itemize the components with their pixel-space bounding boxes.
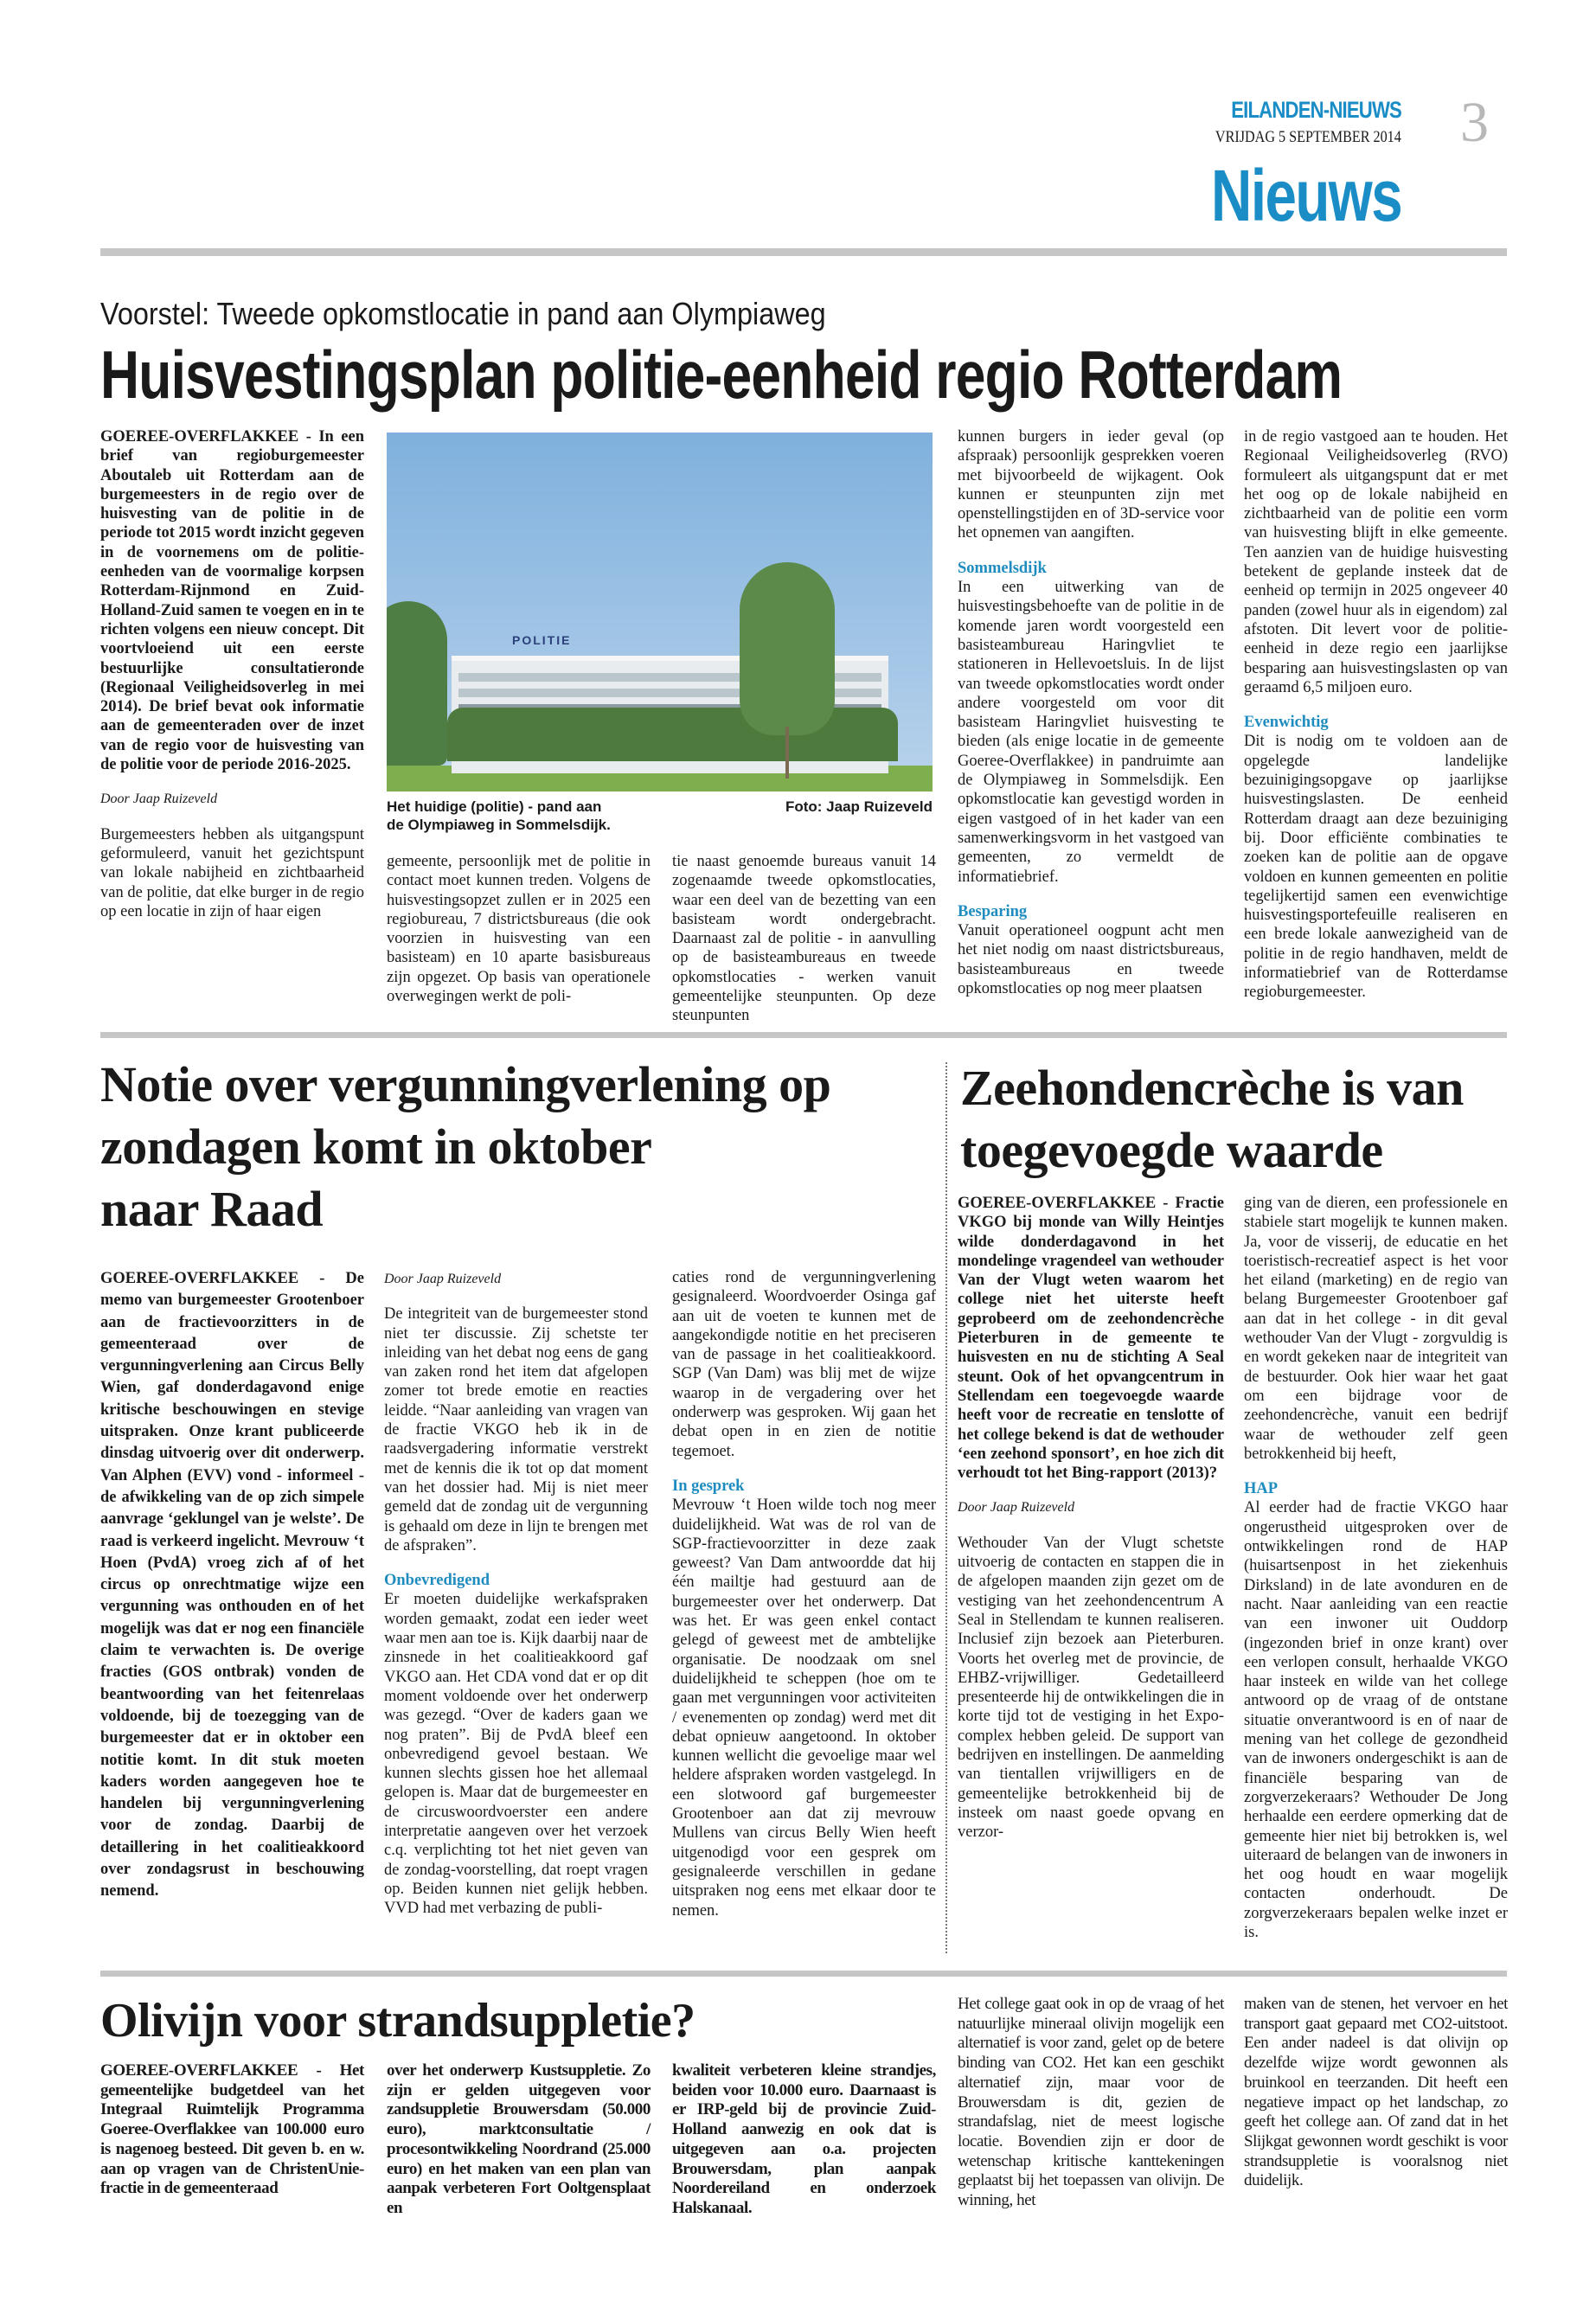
tree-left (387, 601, 447, 766)
article-headline (100, 1054, 931, 1240)
article-column (100, 2061, 364, 2199)
article-column (387, 2061, 651, 2219)
article-column (672, 852, 936, 1026)
column-divider-dotted (945, 1062, 947, 1953)
subheading: Onbevredigend (384, 1572, 490, 1590)
subheading: Sommelsdijk (958, 559, 1047, 577)
body-paragraph: Al eerder had de fractie VKGO haar ongerustheid uitgesproken over de ontwikkelingen rond de HAP (huisartsenpost in het ziekenhuis Dirksland) in de late avonduren en de nacht. Naar aanleiding van een reactie van een inwoner uit Ouddorp (ingezonden brief in onze krant) over een verlopen consult, herhaalde VKGO haar insteek en wilde van het college antwoord op de vraag of de ontstane situatie onverantwoord is en of naar de mening van het college de gezondheid van de inwoners ondergeschikt is aan de financiële besparing van de zorgverzekeraars? Wethouder De Jong herhaalde een eerdere opmerking dat de gemeente hier niet bij betrokken is, wel uiteraard de belangen van de inwoners in het oog houdt en waar mogelijk contacten onderhoudt. De zorgverzekeraars bepalen welke inzet er is. (1244, 1499, 1508, 1941)
headline-line: toegevoegde waarde (960, 1122, 1383, 1178)
building-sign: POLITIE (512, 633, 572, 647)
article-headline: Huisvestingsplan politie-eenheid regio Rotterdam (100, 336, 1343, 413)
article-column (387, 852, 651, 1006)
article-divider (100, 1032, 1507, 1038)
subheading: Evenwichtig (1244, 714, 1329, 732)
article-column (384, 1254, 648, 1919)
headline-line: zondagen komt in oktober (100, 1118, 652, 1175)
lead-paragraph: over het onderwerp Kustsuppletie. Zo zijn er gelden uitgegeven voor zandsuppletie Brouwersdam (50.000 euro), marktconsultatie / procesontwikkeling Noordrand (25.000 euro) en het maken van een plan van aanpak verbeteren Fort Ooltgensplaat en (387, 2061, 651, 2217)
article-kicker: Voorstel: Tweede opkomstlocatie in pand aan Olympiaweg (100, 296, 826, 331)
body-paragraph: Mevrouw ‘t Hoen wilde toch nog meer duidelijkheid. Wat was de rol van de SGP-fractievoorzitter in deze zaak geweest? Van Dam antwoordde dat hij één mailtje had gestuurd aan de burgemeester over het onderwerp. Dat was het. Er was geen enkel contact gelegd of geweest met de ambtelijke organisatie. De noodzaak om snel duidelijkheid te scheppen (hoe om te gaan met vergunningen voor activiteiten / evenementen op zondag) werd met dit debat opnieuw aangetoond. In oktober kunnen wellicht die gevoelige maar wel heldere afspraken worden vastgelegd. In een slotwoord gaf burgemeester Grootenboer aan dat zij mevrouw Mullens van circus Belly Wien heeft uitgenodigd voor een gesprek om gesignaleerde verschillen in gedane uitspraken nog eens met elkaar door te nemen. (672, 1497, 936, 1920)
tree-trunk (785, 727, 789, 779)
headline-line: naar Raad (100, 1181, 324, 1237)
body-paragraph: In een uitwerking van de huisvestingsbehoefte van de politie in de komende jaren wordt voorgesteld een basisteambureau Haringvliet te stationeren in Hellevoetsluis. In de lijst van tweede opkomstlocaties wordt onder andere voorgesteld om voor dit basisteam Haringvliet huisvesting te bieden (als enige locatie in de gemeente Goeree-Overflakkee) in pandruimte aan de Olympiaweg in Sommelsdijk. Een opkomstlocatie kan gevestigd worden in eigen vastgoed of in het kader van een samenwerkingsvorm in het vastgoed van gemeenten, zo vermeldt de informatiebrief. (958, 579, 1224, 886)
body-paragraph: gemeente, persoonlijk met de politie in contact moet kunnen treden. Volgens de huisvestingsopzet zullen er in 2025 een regiobureau, 7 districtsbureaus (die ook voorzien in huisvesting van een basisteam) en 10 aparte basisbureaus zijn opgezet. Op basis van operationele overwegingen werkt de poli- (387, 853, 651, 1006)
lead-paragraph: GOEREE-OVERFLAKKEE - In een brief van regioburgemeester Aboutaleb uit Rotterdam aan de burgemeesters in de regio over de huisvesting van de politie in de periode tot 2015 wordt inzicht gegeven in de voornemens om de politie-eenheden van de voormalige korpsen Rotterdam-Rijnmond en Zuid-Holland-Zuid samen te voegen en in te richten volgens een nieuw concept. Dit voortvloeiend uit een eerste bestuurlijke consultatieronde (Regionaal Veiligheidsoverleg in mei 2014). De brief bevat ook informatie aan de gemeenteraden over de inzet van de regio voor de huisvesting van de politie voor de periode 2016-2025. (100, 428, 364, 774)
article-column (100, 427, 364, 921)
subheading: HAP (1244, 1480, 1279, 1498)
page-number: 3 (1460, 91, 1489, 154)
police-building-photo (387, 433, 933, 792)
article-column (672, 2061, 936, 2219)
byline: Door Jaap Ruizeveld (100, 792, 218, 807)
headline-line: Zeehondencrèche is van (960, 1060, 1464, 1116)
photo-caption (387, 798, 933, 834)
subheading: In gesprek (672, 1477, 745, 1495)
section-title: Nieuws (1210, 155, 1401, 236)
body-paragraph: caties rond de vergunningverlening gesignaleerd. Woordvoerder Osinga gaf aan uit de voeten te kunnen met de aangekondigde notitie en het preciseren van de passage in het coalitieakkoord. SGP (Van Dam) was blij met de wijze waarop in de vergadering over het onderwerp was gesproken. Wij gaan het debat open in en zien de notitie tegemoet. (672, 1269, 936, 1460)
body-paragraph: tie naast genoemde bureaus vanuit 14 zogenaamde tweede opkomstlocaties, waar een deel van de bezetting van een basisteam wordt ondergebracht. Daarnaast zal de politie - in aanvulling op de basisteambureaus en tweede opkomstlocaties - werken vanuit gemeentelijke steunpunten. Op deze steunpunten (672, 853, 936, 1025)
body-paragraph: Het college gaat ook in op de vraag of het natuurlijke mineraal olivijn mogelijk een alternatief is voor zand, gelet op de betere binding van CO2. Het kan een geschikt alternatief zijn, maar voor de Brouwersdam is dit, gezien de strandafslag, niet de meest logische locatie. Bovendien zijn er door de wetenschap kritische kanttekeningen geplaatst bij het toepassen van olivijn. De winning, het (958, 1995, 1224, 2210)
photo-credit: Foto: Jaap Ruizeveld (785, 798, 933, 815)
caption-text: Het huidige (politie) - pand aan de Olympiaweg in Sommelsdijk. (387, 798, 611, 833)
body-paragraph: Dit is nodig om te voldoen aan de opgelegde landelijke bezuinigingsopgave op jaarlijkse huisvestingslasten. De eenheid Rotterdam draagt aan deze bezuiniging bij. Door efficiënte combinaties te zoeken kan de politie aan de opgave voldoen en kunnen gemeenten en politie tegelijkertijd samen een evenwichtige huisvestingsportefeuille realiseren en een brede lokale aanwezigheid van de politie in de regio handhaven, meldt de informatiebrief van de Rotterdamse regioburgemeester. (1244, 733, 1508, 1002)
byline: Door Jaap Ruizeveld (384, 1272, 502, 1286)
body-paragraph: maken van de stenen, het vervoer en het transport gaat gepaard met CO2-uitstoot. Een ander nadeel is dat olivijn op dezelfde wijze wordt gewonnen als bruinkool en teerzanden. Dit heeft een negatieve impact op het landschap, zo geeft het college aan. Of zand dat in het Slijkgat gewonnen wordt geschikt is voor strandsuppletie is vooralsnog niet duidelijk. (1244, 1995, 1508, 2190)
article-column (958, 427, 1224, 998)
body-paragraph: ging van de dieren, een professionele en stabiele start mogelijk te kunnen maken. Ja, voor de visserij, de educatie en het toeristisch-recreatief aspect is het voor het eiland (marketing) en de regio van belang Burgemeester Grootenboer gaf aan dat in het college - in dit geval wethouder Van der Vlugt - zorgvuldig is en wordt gekeken naar de integriteit van de bestuurder. Ook hier waar het gaat om een bijdrage voor de zeehondencrèche, vanuit een bedrijf waar de wethouder zelf geen betrokkenheid bij heeft, (1244, 1195, 1508, 1463)
body-paragraph: kunnen burgers in ieder geval (op afspraak) persoonlijk gesprekken voeren met bijvoorbeeld de wijkagent. Ook kunnen er steunpunten zijn met openstellingstijden en of 3D-service voor het opnemen van aangiften. (958, 428, 1224, 542)
body-paragraph: Vanuit operationeel oogpunt acht men het niet nodig om naast districtsbureaus, basisteambureaus en tweede opkomstlocaties op nog meer plaatsen (958, 922, 1224, 998)
body-paragraph: Wethouder Van der Vlugt schetste uitvoerig de contacten en stappen die in de afgelopen maanden zijn gezet om de vestiging van het zeehondencentrum A Seal in Stellendam te kunnen realiseren. Inclusief zijn bezoek aan Pieterburen. Voorts het overleg met de provincie, de EHBZ-vrijwilliger. Gedetailleerd presenteerde hij de ontwikkelingen die in korte tijd tot de vestiging in het Expo-complex hebben geleid. De support van bedrijven en instellingen. De aanmelding van tientallen vrijwilligers en de gemeentelijke betrokkenheid bij de insteek om naast goede opvang en verzor- (958, 1534, 1224, 1842)
article-column (100, 1268, 364, 1903)
article-headline (960, 1057, 1514, 1182)
byline: Door Jaap Ruizeveld (958, 1500, 1075, 1516)
article-column (1244, 1995, 1508, 2191)
lead-paragraph: GOEREE-OVERFLAKKEE - Fractie VKGO bij monde van Willy Heintjes wilde donderdagavond in het mondelinge vragendeel van wethouder Van der Vlugt weten waarom het college niet het uiterste heeft geprobeerd om de zeehondencrèche Pieterburen in de gemeente te huisvesten en nu de stichting A Seal steunt. Ook of het opvangcentrum in Stellendam een toegevoegde waarde heeft voor de recreatie en tenslotte of het college bekend is dat de wethouder ‘een zeehond sponsort’, en hoe zich dit verhoudt tot het Bing-rapport (2013)? (958, 1195, 1224, 1483)
headline-line: Notie over vergunningverlening op (100, 1056, 831, 1112)
body-paragraph: in de regio vastgoed aan te houden. Het Regionaal Veiligheidsoverleg (RVO) formuleert als uitgangspunt dat er met het oog op de lokale nabijheid en zichtbaarheid van de politie een vorm van huisvesting blijft in elke gemeente. Ten aanzien van de huidige huisvesting betekent de geplande insteek dat de eenheid op termijn in 2025 ongeveer 40 panden (zowel huur als in eigendom) zal afstoten. Dit levert voor de politie-eenheid in deze regio een jaarlijkse besparing aan huisvestingslasten op van geraamd 6,5 miljoen euro. (1244, 428, 1508, 696)
article-column (958, 1194, 1224, 1843)
article-headline: Olivijn voor strandsuppletie? (100, 1994, 695, 2048)
subheading: Besparing (958, 902, 1028, 920)
body-paragraph: Burgemeesters hebben als uitgangspunt geformuleerd, vanuit het gezichtspunt van lokale nabijheid en zichtbaarheid van de politie, dat elke burger in de regio op een locatie in zijn of haar eigen (100, 825, 364, 920)
newspaper-logo: EILANDEN-NIEUWS (1231, 97, 1401, 123)
section-divider (100, 248, 1507, 256)
body-paragraph: De integriteit van de burgemeester stond niet ter discussie. Zij schetste ter inleiding van het debat nog eens de gang van zaken rond het item dat afgelopen zomer tot brede emotie en reacties leidde. “Naar aanleiding van vragen van de fractie VKGO heb ik in de raadsvergadering informatie verstrekt met de kennis die ik tot op dat moment van het dossier had. Mij is niet meer gemeld dat de zondag uit de vergunning is gehaald om deze in lijn te brengen met de afspraken”. (384, 1305, 648, 1554)
tree-right (740, 562, 835, 735)
article-column (1244, 1194, 1508, 1942)
lead-paragraph: GOEREE-OVERFLAKKEE - De memo van burgemeester Grootenboer aan de fractievoorzitters in de gemeenteraad over de vergunningverlening aan Circus Belly Wien, gaf donderdagavond enige kritische beschouwingen en stevige uitspraken. Onze krant publiceerde dinsdag uitvoerig over dit onderwerp. Van Alphen (EVV) vond - informeel - de afwikkeling van de op zich simpele aanvrage ‘geklungel van je welste’. De raad is verkeerd ingelicht. Mevrouw ‘t Hoen (PvdA) vroeg zich af of het circus op onrechtmatige wijze een vergunning was onthouden en of het mogelijk was dat er nog een financiële claim te verwachten is. De overige fracties (GOS ontbrak) vonden de beantwoording van het feitenrelaas voldoende, bij de toezegging van de burgemeester dat er in oktober een notitie komt. In dit stuk moeten kaders worden aangegeven hoe te handelen bij vergunningverlening voor de zondag. Daarbij de detaillering in het coalitieakkoord over zondagsrust in beschouwing nemend. (100, 1270, 364, 1900)
lead-paragraph: GOEREE-OVERFLAKKEE - Het gemeentelijke budgetdeel van het Integraal Ruimtelijk Programma Goeree-Overflakkee van 100.000 euro is nagenoeg besteed. Dit geven b. en w. aan op vragen van de ChristenUnie-fractie in de gemeenteraad (100, 2061, 364, 2198)
article-divider (100, 1971, 1507, 1977)
issue-date: VRIJDAG 5 SEPTEMBER 2014 (1215, 128, 1401, 146)
article-column (672, 1268, 936, 1920)
article-column (958, 1995, 1224, 2211)
article-column (1244, 427, 1508, 1003)
body-paragraph: Er moeten duidelijke werkafspraken worden gemaakt, zodat een ieder weet waar men aan toe is. Kijk daarbij naar de zinsnede in het coalitieakkoord gaf VKGO aan. Het CDA vond dat er op dit moment voldoende over het onderwerp was gezegd. “Over de kaders gaan we nog praten”. Bij de PvdA bleef een onbevredigend gevoel bestaan. We kunnen slechts gissen hoe het allemaal gelopen is. Maar dat de burgemeester en de circuswoordvoerster een andere interpretatie aangeven over het verzoek c.q. verplichting tot het niet geven van de zondag-voorstelling, dat roept vragen op. Beiden kunnen niet gelijk hebben. VVD had met verbazing de publi- (384, 1591, 648, 1918)
lead-paragraph: kwaliteit verbeteren kleine strandjes, beiden voor 10.000 euro. Daarnaast is er IRP-geld bij de provincie Zuid-Holland aanwezig en ook dat is uitgegeven aan o.a. projecten Brouwersdam, plan aanpak Noordereiland en onderzoek Halskanaal. (672, 2061, 936, 2217)
